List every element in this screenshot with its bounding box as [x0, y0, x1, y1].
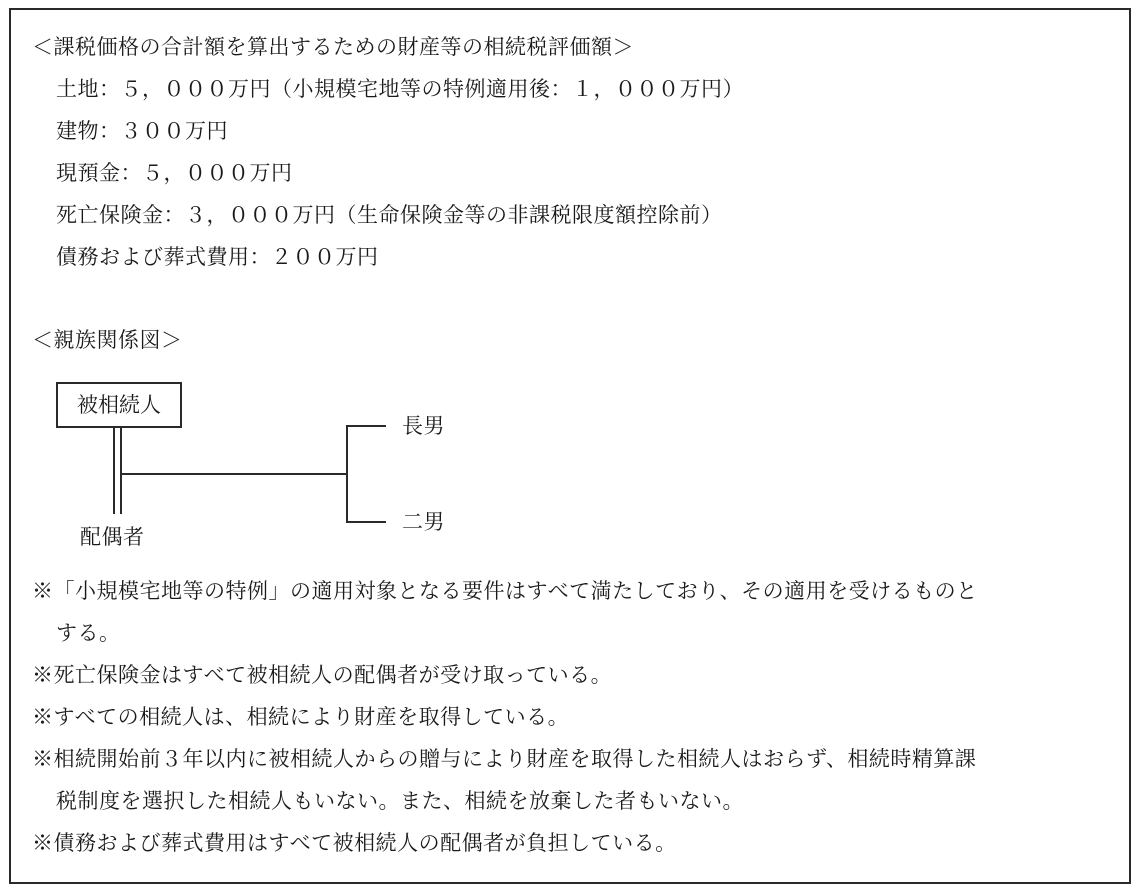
- note-2: ※死亡保険金はすべて被相続人の配偶者が受け取っている。: [32, 663, 613, 687]
- decedent-box: 被相続人: [56, 382, 182, 428]
- asset-item-building: 建物：３００万円: [56, 119, 228, 143]
- spouse-label: 配偶者: [80, 525, 145, 549]
- note-4-line-1: ※相続開始前３年以内に被相続人からの贈与により財産を取得した相続人はおらず、相続時精算課: [32, 747, 977, 771]
- asset-item-land: 土地：５，０００万円（小規模宅地等の特例適用後：１，０００万円）: [56, 77, 744, 101]
- family-heading: ＜親族関係図＞: [32, 328, 183, 352]
- note-5: ※債務および葬式費用はすべて被相続人の配偶者が負担している。: [32, 831, 677, 855]
- eldest-son-label: 長男: [402, 414, 445, 438]
- second-son-label: 二男: [402, 510, 445, 534]
- assets-heading: ＜課税価格の合計額を算出するための財産等の相続税評価額＞: [32, 35, 634, 59]
- note-4-line-2: 税制度を選択した相続人もいない。また、相続を放棄した者もいない。: [56, 789, 744, 813]
- note-3: ※すべての相続人は、相続により財産を取得している。: [32, 705, 570, 729]
- note-1-line-2: する。: [56, 621, 121, 645]
- note-1-line-1: ※「小規模宅地等の特例」の適用対象となる要件はすべて満たしており、その適用を受けるものと: [32, 579, 978, 603]
- asset-item-debts: 債務および葬式費用：２００万円: [56, 245, 379, 269]
- asset-item-cash: 現預金：５，０００万円: [56, 161, 293, 185]
- asset-item-insurance: 死亡保険金：３，０００万円（生命保険金等の非課税限度額控除前）: [56, 203, 723, 227]
